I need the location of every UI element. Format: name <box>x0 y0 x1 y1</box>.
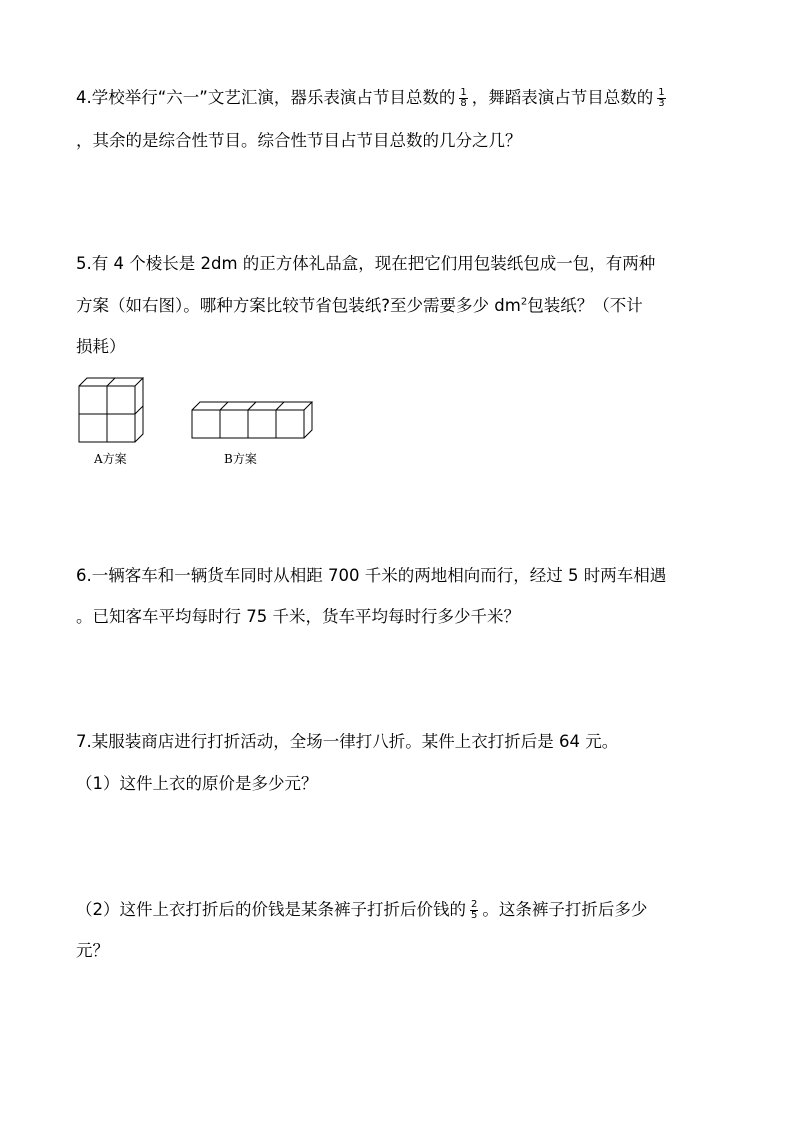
q5-line-2 <box>76 296 734 316</box>
q4-fraction-1-numerator: 1 <box>460 87 467 98</box>
q6-line-2: 。已知客车平均每时行 75 千米，货车平均每时行多少千米？ <box>76 607 520 626</box>
q5-superscript: 2 <box>520 296 528 308</box>
figure-a-cubes <box>79 378 143 442</box>
q7-sub2-text-b: 。这条裤子打折后多少 <box>482 900 648 919</box>
q5-figures <box>74 372 334 476</box>
q4-text-part2: ，舞蹈表演占节目总数的 <box>471 88 654 107</box>
q7-line-1: 7.某服装商店进行打折活动，全场一律打八折。某件上衣打折后是 64 元。 <box>76 732 619 751</box>
q7-fraction-numerator: 2 <box>471 899 478 910</box>
q5-line-2-a: 方案（如右图）。哪种方案比较节省包装纸?至少需要多少 dm <box>76 296 521 315</box>
q7-fraction <box>470 900 478 921</box>
q5-line-3: 损耗） <box>76 337 126 356</box>
q4-line-2: ，其余的是综合性节目。综合性节目占节目总数的几分之几？ <box>76 131 522 150</box>
q5-line-1: 5.有 4 个棱长是 2dm 的正方体礼品盒，现在把它们用包装纸包成一包，有两种 <box>76 254 656 273</box>
q7-sub-question-1: （1）这件上衣的原价是多少元？ <box>76 774 318 793</box>
q4-fraction-2-denominator: 3 <box>658 98 665 109</box>
q4-line-1 <box>76 88 734 109</box>
q4-fraction-1-denominator: 8 <box>460 98 467 109</box>
q5-line-2-b: 包装纸？（不计 <box>527 296 643 315</box>
q4-fraction-1 <box>459 88 467 109</box>
q6-line-1: 6.一辆客车和一辆货车同时从相距 700 千米的两地相向而行，经过 5 时两车相遇 <box>76 566 667 585</box>
q7-sub-question-2 <box>76 900 734 921</box>
figure-a-label: A方案 <box>94 452 127 466</box>
q7-sub2-text-a: （2）这件上衣打折后的价钱是某条裤子打折后价钱的 <box>76 900 466 919</box>
figure-b-cubes <box>192 402 312 438</box>
q4-fraction-2 <box>657 88 665 109</box>
q4-text-part1: 4.学校举行“六一”文艺汇演，器乐表演占节目总数的 <box>76 88 456 107</box>
q7-sub-question-2-cont: 元？ <box>76 941 109 960</box>
q4-fraction-2-numerator: 1 <box>658 87 665 98</box>
figure-b-label: B方案 <box>224 452 257 466</box>
q7-fraction-denominator: 5 <box>471 910 478 921</box>
